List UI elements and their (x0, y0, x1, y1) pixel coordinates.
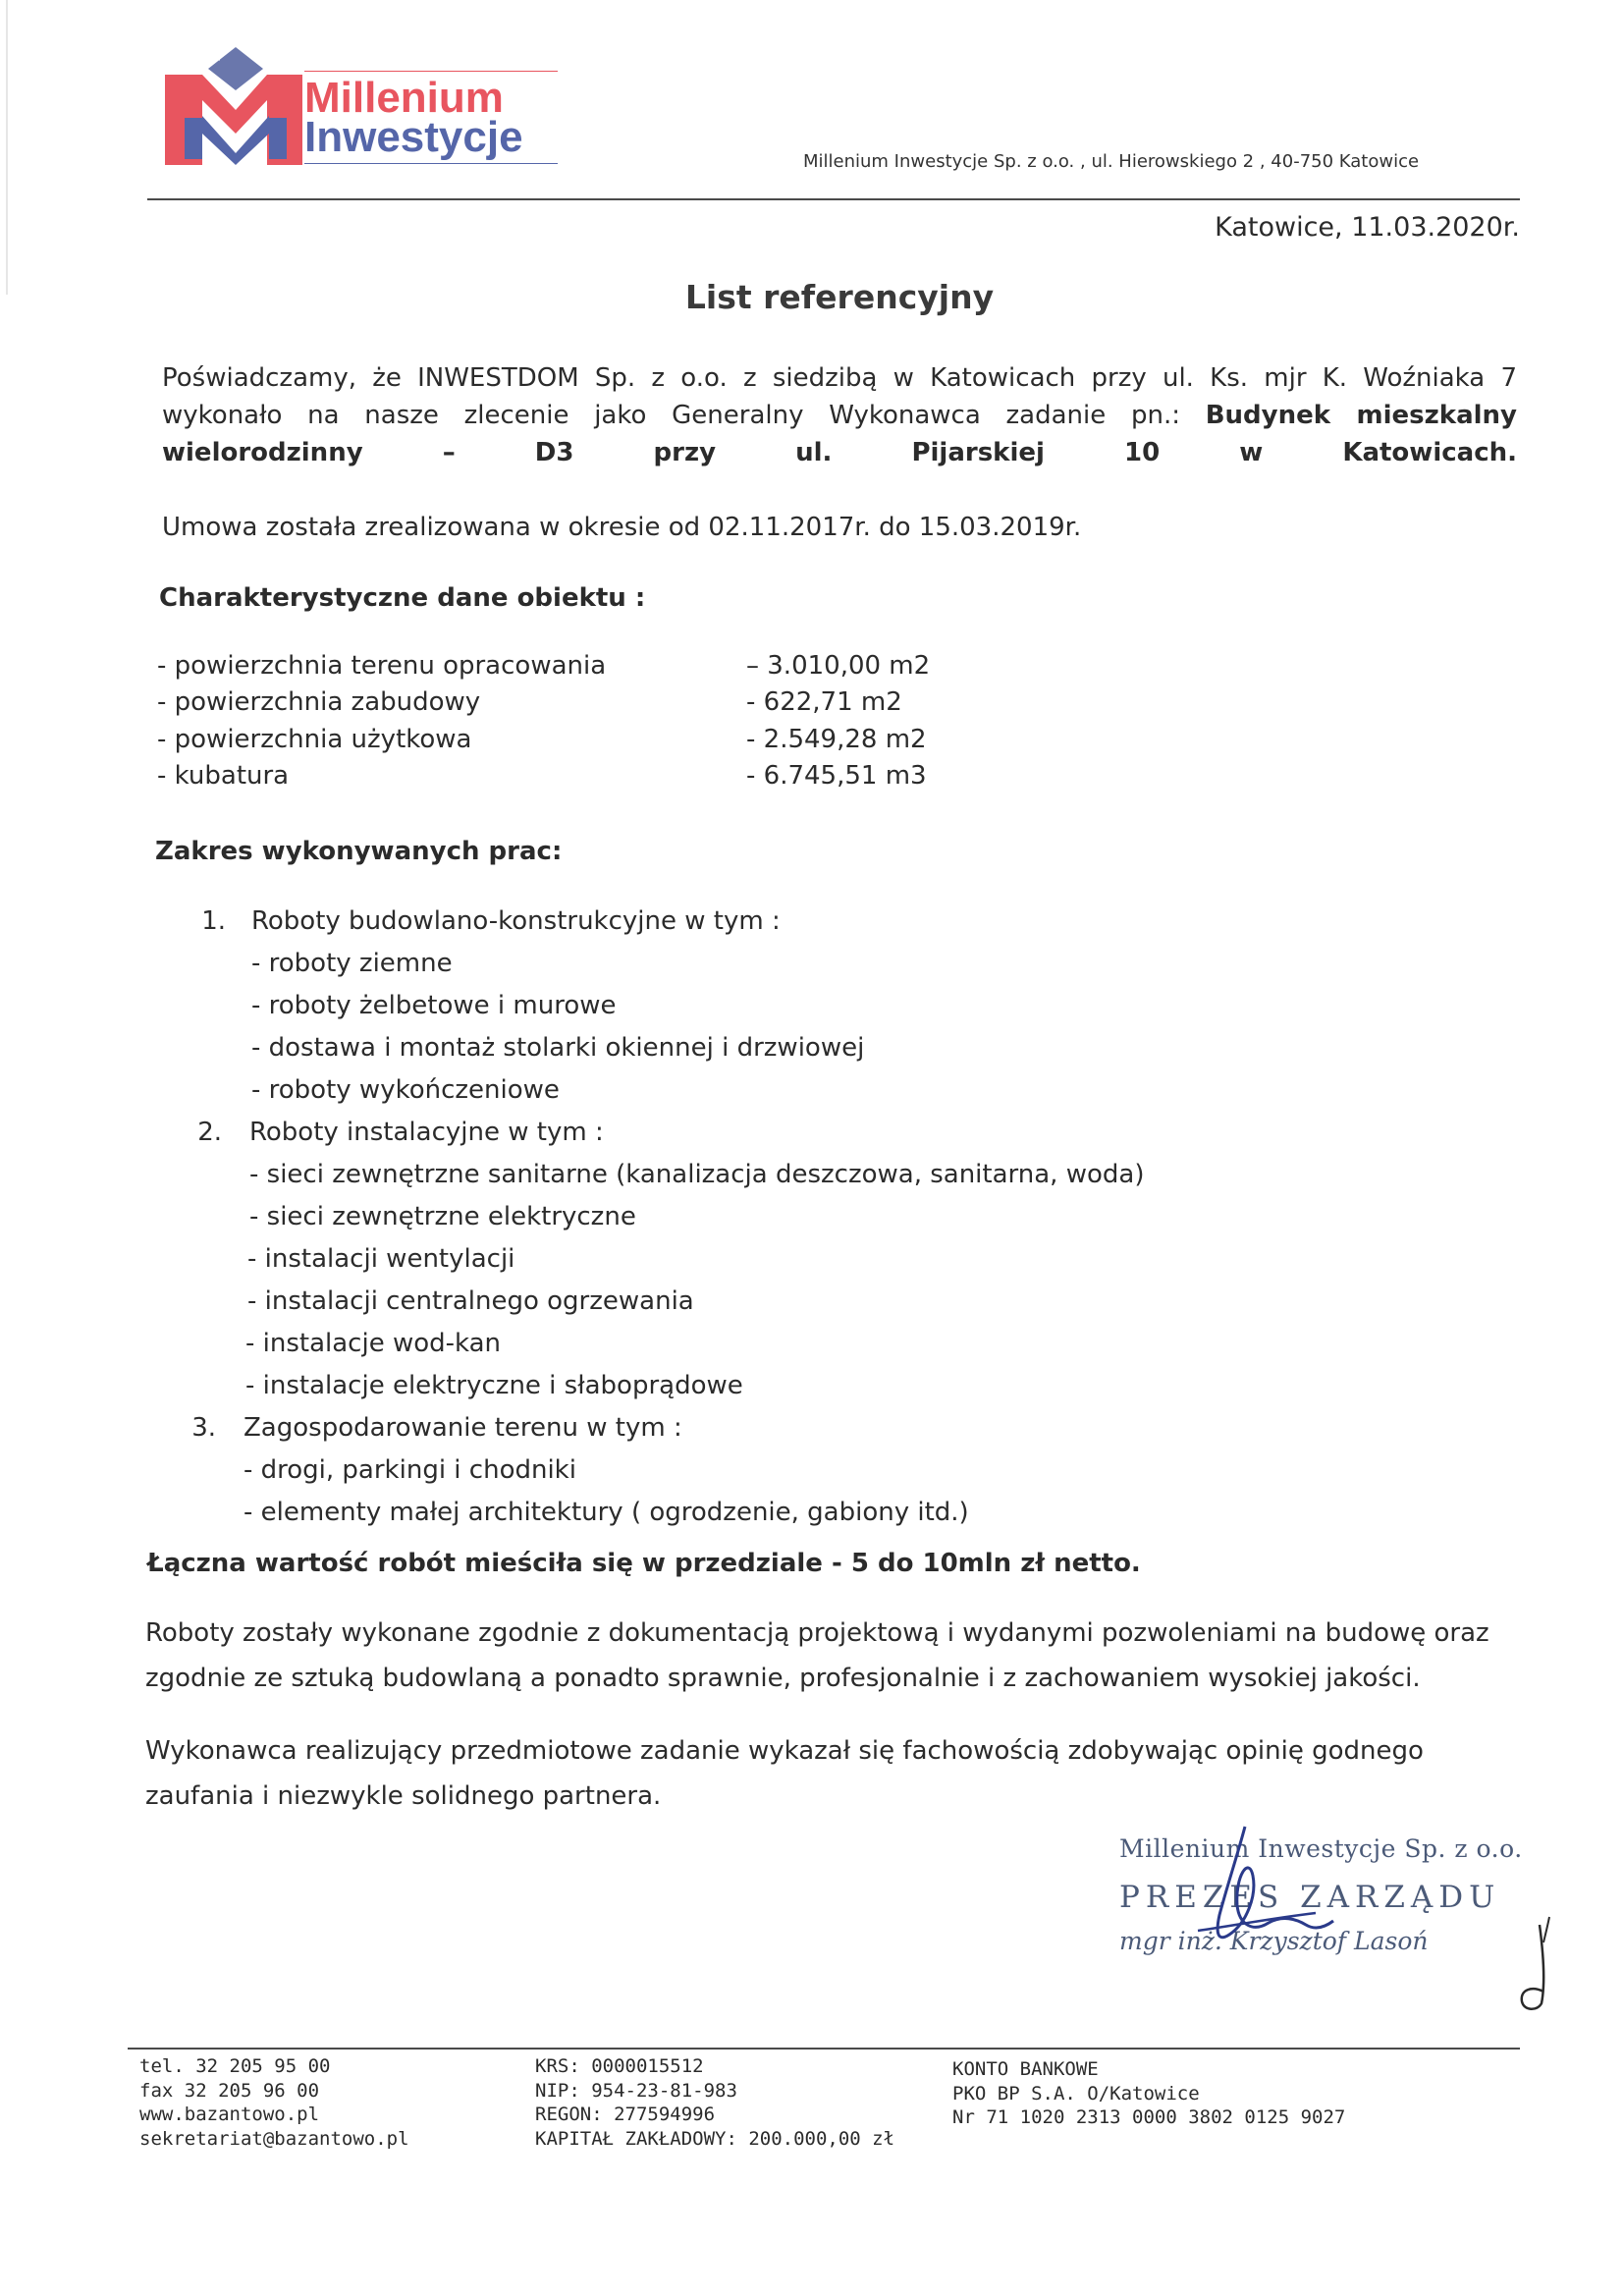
footer-registry (535, 2054, 894, 2151)
footer-email: sekretariat@bazantowo.pl (139, 2127, 409, 2150)
footer-bank (952, 2057, 1345, 2130)
letter-date: Katowice, 11.03.2020r. (1215, 212, 1520, 243)
company-logo (165, 45, 563, 165)
intro-text: Poświadczamy, że INWESTDOM Sp. z o.o. z siedzibą w Katowicach przy ul. Ks. mjr K. Woźniaka 7 wykonało na nasze zlecenie jako Generalny Wykonawca zadanie pn.: (162, 363, 1517, 430)
scope-item: - dostawa i montaż stolarki okiennej i drzwiowej (251, 1033, 865, 1063)
stamp-position: PREZES ZARZĄDU (1119, 1880, 1501, 1915)
scope-item: - sieci zewnętrzne sanitarne (kanalizacja deszczowa, sanitarna, woda) (249, 1160, 1145, 1189)
letter-title: List referencyjny (684, 278, 995, 316)
reference-paragraph: Wykonawca realizujący przedmiotowe zadanie wykazał się fachowością zdobywając opinię godnego zaufania i niezwykle solidnego partnera. (145, 1736, 1424, 1811)
handwritten-signature (1159, 1817, 1571, 2013)
property-label: - powierzchnia użytkowa (157, 725, 472, 754)
group-title-text: Roboty instalacyjne w tym : (249, 1118, 604, 1147)
footer-bank-name: PKO BP S.A. O/Katowice (952, 2082, 1200, 2105)
stamp-person: mgr inż. Krzysztof Lasoń (1119, 1927, 1429, 1955)
group-title-text: Roboty budowlano-konstrukcyjne w tym : (251, 906, 781, 936)
property-row (157, 722, 927, 757)
property-value: – 3.010,00 m2 (746, 651, 931, 681)
total-value: Łączna wartość robót mieściła się w przedziale - 5 do 10mln zł netto. (147, 1549, 1141, 1578)
compliance-paragraph: Roboty zostały wykonane zgodnie z dokumentacją projektową i wydanymi pozwoleniami na budowę oraz zgodnie ze sztuką budowlaną a ponadto sprawnie, profesjonalnie i z zachowaniem wysokiej jakości. (145, 1618, 1489, 1693)
logo-brand-line1: Millenium (304, 74, 504, 122)
group-number: 2. (197, 1118, 222, 1147)
logo-top-rule (304, 71, 558, 72)
logo-bottom-rule (304, 163, 558, 164)
footer-contact (139, 2054, 409, 2151)
header-divider (147, 198, 1520, 200)
scope-item: - roboty żelbetowe i murowe (251, 991, 617, 1020)
property-row (157, 648, 931, 683)
scope-item: - instalacji centralnego ogrzewania (247, 1286, 694, 1316)
property-value: - 622,71 m2 (746, 687, 902, 717)
footer-divider (128, 2048, 1520, 2050)
scope-item: - instalacji wentylacji (247, 1244, 515, 1274)
intro-paragraph (162, 359, 1517, 471)
task-name: Budynek mieszkalny wielorodzinny – D3 przy ul. Pijarskiej 10 w Katowicach. (162, 401, 1517, 467)
property-row (157, 684, 902, 720)
footer-website: www.bazantowo.pl (139, 2104, 320, 2125)
logo-brand-line2: Inwestycje (304, 113, 523, 161)
scope-item: - instalacje elektryczne i słaboprądowe (245, 1371, 743, 1400)
logo-mark-icon (165, 45, 302, 165)
footer-capital: KAPITAŁ ZAKŁADOWY: 200.000,00 zł (535, 2127, 895, 2150)
group-number: 3. (191, 1413, 216, 1443)
scope-item: - elementy małej architektury ( ogrodzenie, gabiony itd.) (243, 1498, 969, 1527)
footer-fax: fax 32 205 96 00 (139, 2079, 320, 2102)
group-title-text: Zagospodarowanie terenu w tym : (243, 1413, 682, 1443)
characteristics-heading: Charakterystyczne dane obiektu : (159, 583, 646, 613)
property-label: - powierzchnia terenu opracowania (157, 651, 607, 681)
footer-regon: REGON: 277594996 (535, 2104, 716, 2125)
footer-krs: KRS: 0000015512 (535, 2055, 704, 2077)
scope-item: - sieci zewnętrzne elektryczne (249, 1202, 636, 1231)
property-label: - kubatura (157, 761, 290, 791)
stamp-company: Millenium Inwestycje Sp. z o.o. (1119, 1834, 1523, 1863)
footer-bank-heading: KONTO BANKOWE (952, 2058, 1099, 2080)
property-value: - 6.745,51 m3 (746, 761, 927, 791)
property-value: - 2.549,28 m2 (746, 725, 927, 754)
scope-item: - drogi, parkingi i chodniki (243, 1455, 576, 1485)
footer-nip: NIP: 954-23-81-983 (535, 2079, 737, 2102)
footer-phone: tel. 32 205 95 00 (139, 2055, 331, 2077)
footer-account-number: Nr 71 1020 2313 0000 3802 0125 9027 (952, 2106, 1346, 2128)
property-row (157, 758, 927, 793)
scope-item: - roboty wykończeniowe (251, 1075, 560, 1105)
property-label: - powierzchnia zabudowy (157, 687, 481, 717)
scope-item: - roboty ziemne (251, 949, 453, 978)
contract-period: Umowa została zrealizowana w okresie od 02.11.2017r. do 15.03.2019r. (162, 513, 1082, 542)
scope-heading: Zakres wykonywanych prac: (155, 837, 563, 866)
scope-item: - instalacje wod-kan (245, 1329, 502, 1358)
scan-edge (6, 0, 8, 295)
header-address: Millenium Inwestycje Sp. z o.o. , ul. Hierowskiego 2 , 40-750 Katowice (803, 151, 1420, 172)
group-number: 1. (201, 906, 226, 936)
